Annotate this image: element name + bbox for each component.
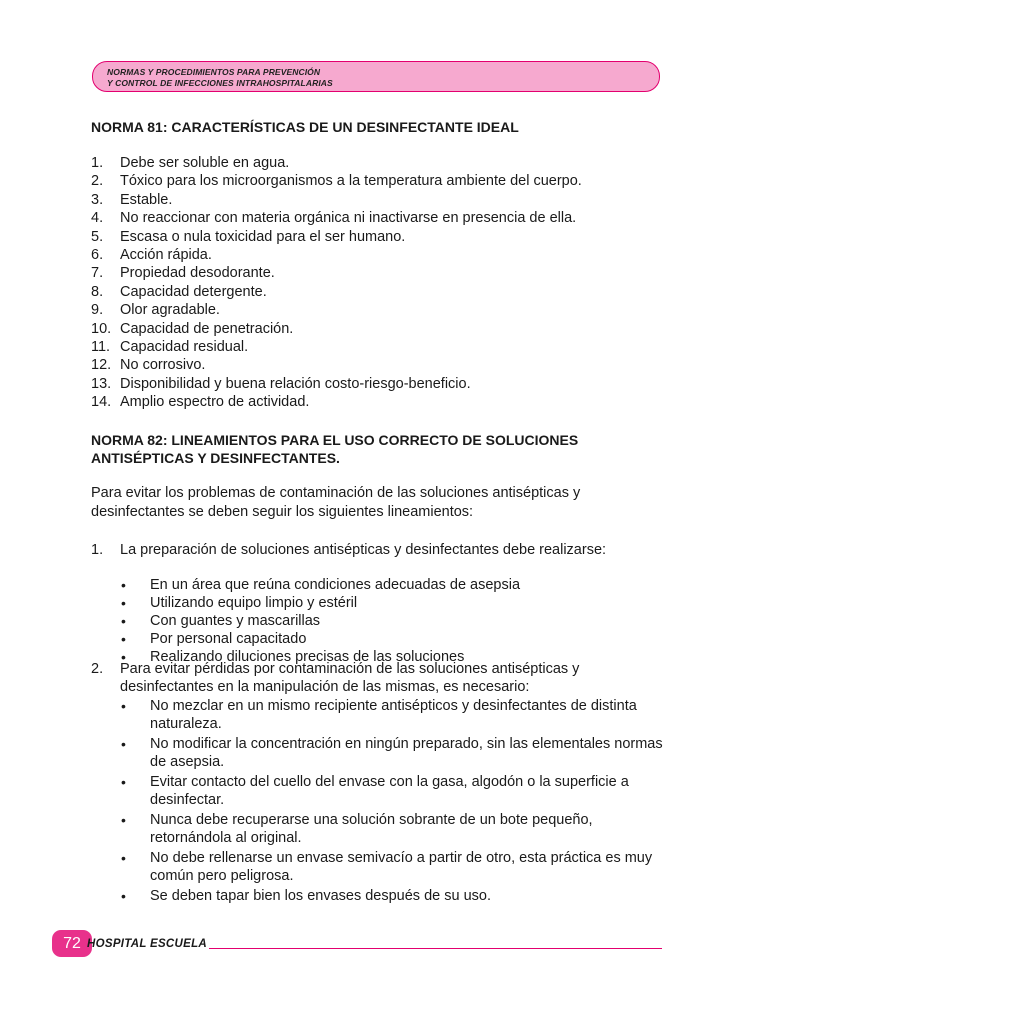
list-item <box>91 660 661 697</box>
item-text: No corrosivo. <box>120 357 206 374</box>
item-number: 1. <box>91 155 104 171</box>
point-1-bullets <box>118 576 663 666</box>
item-number: 13. <box>91 375 112 392</box>
list-item <box>91 283 661 301</box>
item-number: 11. <box>91 339 111 356</box>
bullet-text: Se deben tapar bien los envases después de su uso. <box>150 888 491 904</box>
bullet-text: No modificar la concentración en ningún preparado, sin las elementales normas de asepsia. <box>150 736 663 770</box>
bullet-item <box>118 630 663 648</box>
bullet-text: Por personal capacitado <box>150 631 307 647</box>
list-item <box>91 209 661 227</box>
list-item <box>91 264 661 282</box>
header-line-1: NORMAS Y PROCEDIMIENTOS PARA PREVENCIÓN <box>107 67 321 77</box>
item-text: Disponibilidad y buena relación costo-riesgo-beneficio. <box>120 375 471 392</box>
bullet-icon: • <box>121 595 126 611</box>
footer-label: HOSPITAL ESCUELA <box>87 938 208 950</box>
list-item <box>91 301 661 319</box>
bullet-text: No mezclar en un mismo recipiente antisépticos y desinfectantes de distinta naturaleza. <box>150 698 637 732</box>
bullet-text: Evitar contacto del cuello del envase con la gasa, algodón o la superficie a desinfectar. <box>150 774 629 808</box>
bullet-text: Nunca debe recuperarse una solución sobrante de un bote pequeño, retornándola al original. <box>150 812 593 846</box>
bullet-text: Utilizando equipo limpio y estéril <box>150 595 358 611</box>
bullet-item <box>118 697 663 733</box>
item-number: 6. <box>91 247 104 264</box>
bullet-text: Con guantes y mascarillas <box>150 613 321 629</box>
list-item <box>91 154 661 172</box>
bullet-item <box>118 576 663 594</box>
bullet-icon: • <box>121 631 126 647</box>
point-1-number: 1. <box>91 542 104 558</box>
item-text: Capacidad residual. <box>120 339 249 356</box>
point-2-number: 2. <box>91 661 104 677</box>
header-line-2: Y CONTROL DE INFECCIONES INTRAHOSPITALARIAS <box>107 78 333 88</box>
item-number: 12. <box>91 357 112 374</box>
bullet-text: No debe rellenarse un envase semivacío a partir de otro, esta práctica es muy común pero peligrosa. <box>150 850 653 884</box>
item-number: 9. <box>91 302 104 319</box>
item-text: Capacidad de penetración. <box>120 320 294 337</box>
list-item <box>91 375 661 393</box>
list-item <box>91 172 661 190</box>
bullet-icon: • <box>121 698 126 714</box>
point-1 <box>91 541 661 559</box>
norma-82-intro: Para evitar los problemas de contaminación de las soluciones antisépticas y desinfectantes se deben seguir los siguientes lineamientos: <box>91 485 581 520</box>
item-number: 3. <box>91 191 104 208</box>
point-1-text: La preparación de soluciones antisépticas y desinfectantes debe realizarse: <box>120 542 607 558</box>
bullet-icon: • <box>121 774 126 790</box>
bullet-item <box>118 811 663 847</box>
bullet-item <box>118 887 663 905</box>
bullet-icon: • <box>121 577 126 593</box>
item-number: 5. <box>91 228 104 245</box>
list-item <box>91 338 661 356</box>
bullet-icon: • <box>121 812 126 828</box>
item-text: No reaccionar con materia orgánica ni inactivarse en presencia de ella. <box>120 210 577 227</box>
bullet-icon: • <box>121 850 126 866</box>
item-text: Propiedad desodorante. <box>120 265 275 282</box>
bullet-icon: • <box>121 613 126 629</box>
bullet-icon: • <box>121 736 126 752</box>
item-number: 14. <box>91 394 112 411</box>
bullet-item <box>118 849 663 885</box>
header-banner <box>92 61 660 92</box>
list-item <box>91 246 661 264</box>
norma-81-title: NORMA 81: CARACTERÍSTICAS DE UN DESINFECTANTE IDEAL <box>91 119 519 135</box>
list-item <box>91 320 661 338</box>
item-number: 4. <box>91 210 104 227</box>
bullet-item <box>118 773 663 809</box>
list-item <box>91 393 661 411</box>
point-2-text: Para evitar pérdidas por contaminación de las soluciones antisépticas y desinfectantes en la manipulación de las mismas, es necesario: <box>120 661 580 696</box>
norma-82-title <box>91 431 651 467</box>
item-number: 8. <box>91 283 104 300</box>
item-text: Escasa o nula toxicidad para el ser humano. <box>120 228 406 245</box>
item-text: Olor agradable. <box>120 302 220 319</box>
norma-82-title-line-1: NORMA 82: LINEAMIENTOS PARA EL USO CORRECTO DE SOLUCIONES <box>91 432 579 448</box>
page-number: 72 <box>52 930 92 957</box>
list-item <box>91 191 661 209</box>
norma-81-list <box>91 154 661 412</box>
norma-82-title-line-2: ANTISÉPTICAS Y DESINFECTANTES. <box>91 450 340 466</box>
footer-divider <box>209 948 662 949</box>
item-number: 2. <box>91 173 104 190</box>
bullet-text: En un área que reúna condiciones adecuadas de asepsia <box>150 577 521 593</box>
item-text: Tóxico para los microorganismos a la temperatura ambiente del cuerpo. <box>120 173 582 190</box>
bullet-text: Realizando diluciones precisas de las soluciones <box>150 649 465 665</box>
item-number: 10. <box>91 320 112 337</box>
item-text: Capacidad detergente. <box>120 283 267 300</box>
item-text: Acción rápida. <box>120 247 212 264</box>
point-2-bullets <box>118 697 663 907</box>
list-item <box>91 541 661 559</box>
list-item <box>91 356 661 374</box>
item-text: Estable. <box>120 191 173 208</box>
item-number: 7. <box>91 265 104 282</box>
bullet-icon: • <box>121 888 126 904</box>
item-text: Debe ser soluble en agua. <box>120 155 290 171</box>
bullet-item <box>118 735 663 771</box>
list-item <box>91 228 661 246</box>
bullet-item <box>118 612 663 630</box>
point-2 <box>91 660 661 697</box>
item-text: Amplio espectro de actividad. <box>120 394 310 411</box>
bullet-icon: • <box>121 649 126 665</box>
bullet-item <box>118 594 663 612</box>
